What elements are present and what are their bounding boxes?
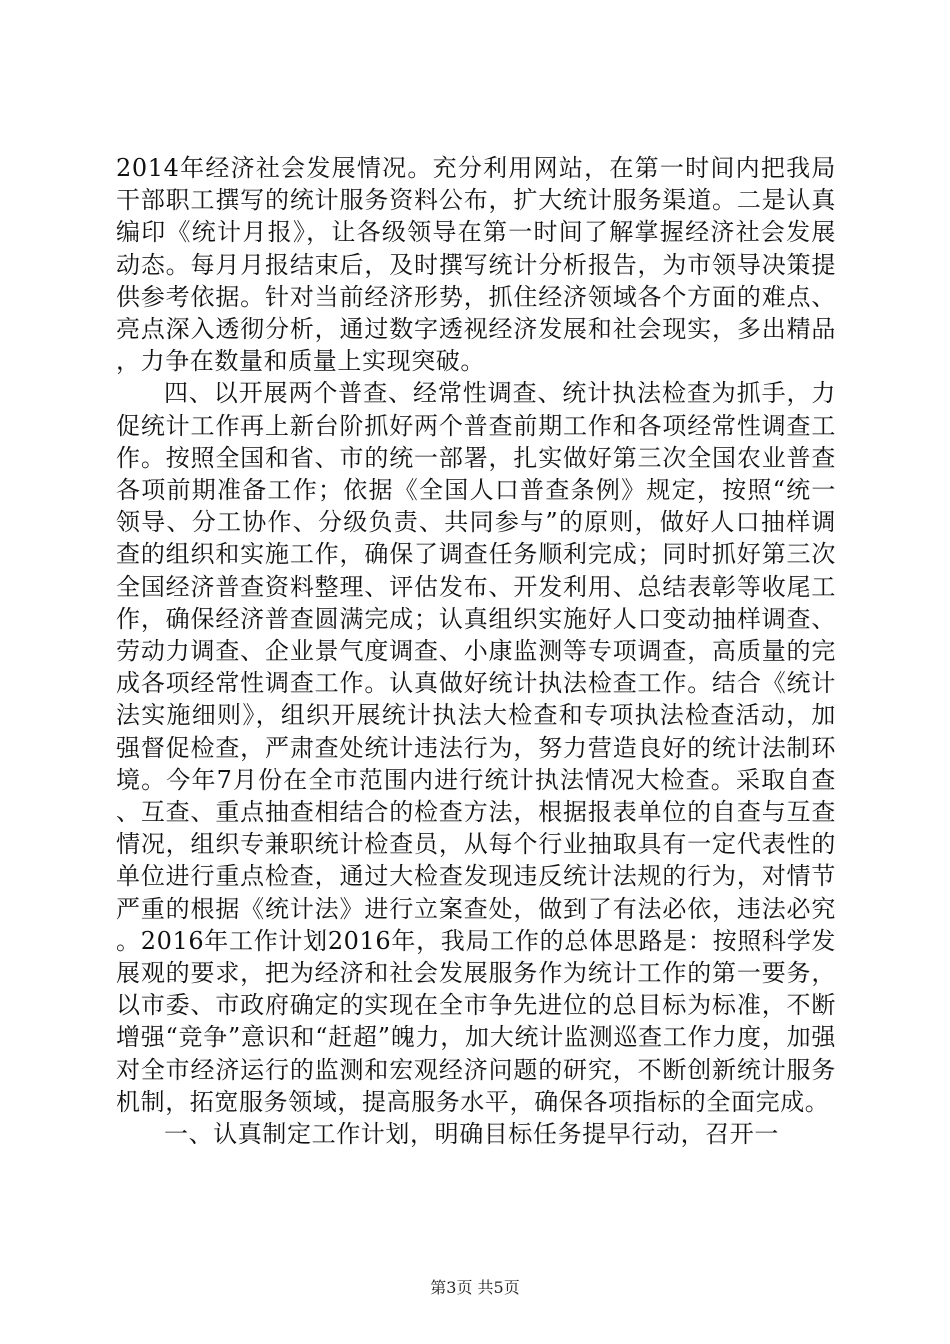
paragraph-statistics-services: 2014年经济社会发展情况。充分利用网站，在第一时间内把我局干部职工撰写的统计服务资料公布，扩大统计服务渠道。二是认真编印《统计月报》，让各级领导在第一时间了解掌握经济社会发展动态。每月月报结束后，及时撰写统计分析报告，为市领导决策提供参考依据。针对当前经济形势，抓住经济领域各个方面的难点、亮点深入透彻分析，通过数字透视经济发展和社会现实，多出精品，力争在数量和质量上实现突破。 bbox=[116, 154, 836, 376]
paragraph-section-one: 一、认真制定工作计划，明确目标任务提早行动，召开一 bbox=[164, 1120, 779, 1149]
paragraph-section-four: 四、以开展两个普查、经常性调查、统计执法检查为抓手，力促统计工作再上新台阶抓好两个普查前期工作和各项经常性调查工作。按照全国和省、市的统一部署，扎实做好第三次全国农业普查各项前期准备工作；依据《全国人口普查条例》规定，按照“统一领导、分工协作、分级负责、共同参与”的原则，做好人口抽样调查的组织和实施工作，确保了调查任务顺利完成；同时抓好第三次全国经济普查资料整理、评估发布、开发利用、总结表彰等收尾工作，确保经济普查圆满完成；认真组织实施好人口变动抽样调查、劳动力调查、企业景气度调查、小康监测等专项调查，高质量的完成各项经常性调查工作。认真做好统计执法检查工作。结合《统计法实施细则》，组织开展统计执法大检查和专项执法检查活动，加强督促检查，严肃查处统计违法行为，努力营造良好的统计法制环境。今年7月份在全市范围内进行统计执法情况大检查。采取自查、互查、重点抽查相结合的检查方法，根据报表单位的自查与互查情况，组织专兼职统计检查员，从每个行业抽取具有一定代表性的单位进行重点检查，通过大检查发现违反统计法规的行为，对情节严重的根据《统计法》进行立案查处，做到了有法必依，违法必究。2016年工作计划2016年，我局工作的总体思路是：按照科学发展观的要求，把为经济和社会发展服务作为统计工作的第一要务，以市委、市政府确定的实现在全市争先进位的总目标为标准，不断增强“竞争”意识和“赶超”魄力，加大统计监测巡查工作力度，加强对全市经济运行的监测和宏观经济问题的研究，不断创新统计服务机制，拓宽服务领域，提高服务水平，确保各项指标的全面完成。 bbox=[116, 379, 836, 1116]
document-body bbox=[116, 152, 836, 1150]
page-number-footer: 第3页 共5页 bbox=[430, 1278, 520, 1297]
